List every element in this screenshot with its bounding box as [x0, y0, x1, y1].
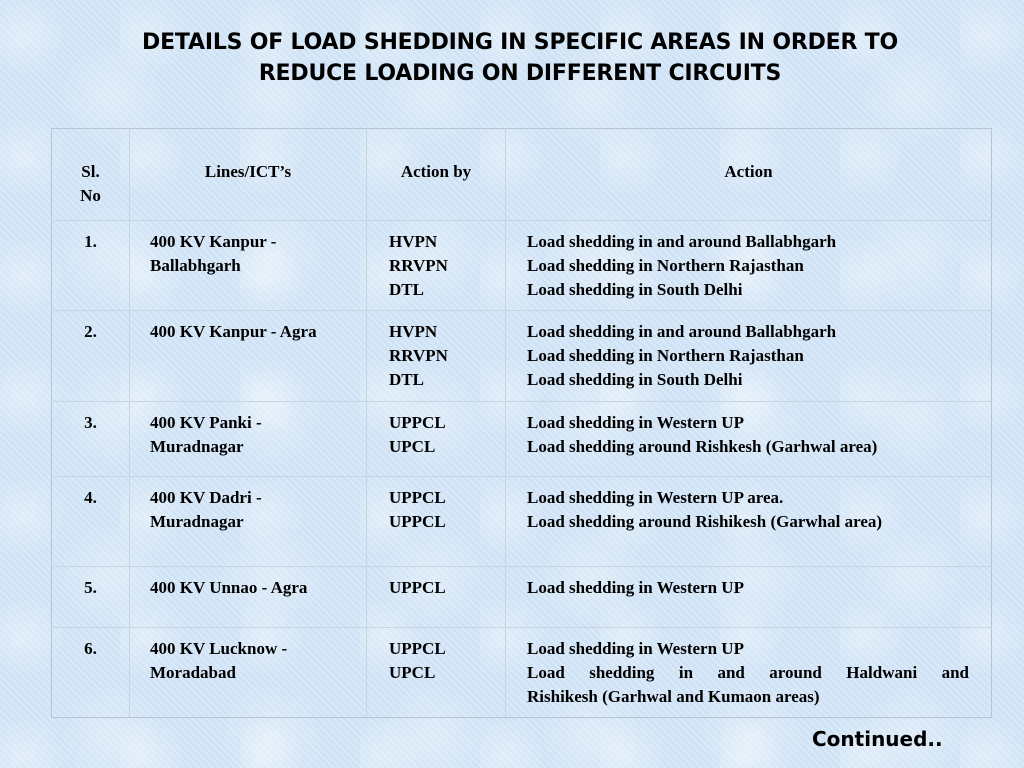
page-title	[60, 27, 980, 89]
row-action	[506, 477, 992, 567]
row-line-text: 400 KV Panki -	[150, 413, 262, 432]
row-action-by-text: UPPCL	[389, 578, 446, 597]
load-shedding-table	[51, 128, 992, 718]
row-line	[130, 311, 367, 402]
row-action-by	[367, 477, 506, 567]
row-action-by-text: RRVPN	[389, 346, 448, 365]
row-action-by-text: UPPCL	[389, 512, 446, 531]
row-action-by-text: UPPCL	[389, 413, 446, 432]
header-sl-no	[52, 129, 130, 221]
row-action-text: Load shedding in and around Ballabhgarh	[527, 322, 837, 341]
row-sl-no: 4.	[52, 477, 130, 567]
row-line-text: Moradabad	[150, 663, 236, 682]
table-row	[52, 628, 992, 718]
row-action	[506, 311, 992, 402]
row-action-by-text: RRVPN	[389, 256, 448, 275]
page-title-line-2: REDUCE LOADING ON DIFFERENT CIRCUITS	[258, 61, 782, 86]
row-line-text: 400 KV Kanpur - Agra	[150, 322, 317, 341]
header-sl-no-line-2: No	[80, 186, 101, 205]
table-row	[52, 477, 992, 567]
row-action-by-text: UPCL	[389, 437, 436, 456]
row-action-text: Load shedding in and around Ballabhgarh	[527, 232, 837, 251]
row-line	[130, 402, 367, 477]
row-action-text: Load shedding around Rishikesh (Garwhal area)	[527, 512, 883, 531]
table-header-row	[52, 129, 992, 221]
row-action-by	[367, 402, 506, 477]
row-action-by	[367, 567, 506, 628]
row-action-by-text: HVPN	[389, 322, 438, 341]
row-action-text: Load shedding in South Delhi	[527, 370, 743, 389]
header-action: Action	[506, 129, 992, 221]
row-line-text: 400 KV Unnao - Agra	[150, 578, 308, 597]
row-action-by-text: HVPN	[389, 232, 438, 251]
row-action-text: Load shedding in Western UP	[527, 639, 744, 658]
row-line-text: 400 KV Dadri -	[150, 488, 262, 507]
header-action-by: Action by	[367, 129, 506, 221]
row-action-by-text: DTL	[389, 280, 424, 299]
row-action-text: Load shedding in Western UP	[527, 413, 744, 432]
row-action-by	[367, 311, 506, 402]
row-action-text: Load shedding in South Delhi	[527, 280, 743, 299]
table-row	[52, 402, 992, 477]
table-row	[52, 311, 992, 402]
header-sl-no-line-1: Sl.	[81, 162, 100, 181]
row-action-by-text: UPPCL	[389, 639, 446, 658]
row-action	[506, 628, 992, 718]
row-action-text: Load shedding in Northern Rajasthan	[527, 346, 804, 365]
row-action-by	[367, 628, 506, 718]
row-action-text: Load shedding in Western UP area.	[527, 488, 784, 507]
row-sl-no: 1.	[52, 221, 130, 311]
row-action	[506, 567, 992, 628]
row-action-by-text: UPCL	[389, 663, 436, 682]
row-line-text: Ballabhgarh	[150, 256, 241, 275]
row-line-text: Muradnagar	[150, 512, 244, 531]
row-action-text: Load shedding in and around Haldwani and	[527, 663, 969, 682]
row-sl-no: 6.	[52, 628, 130, 718]
row-action-by-text: UPPCL	[389, 488, 446, 507]
row-sl-no: 5.	[52, 567, 130, 628]
header-lines: Lines/ICT’s	[130, 129, 367, 221]
row-sl-no: 3.	[52, 402, 130, 477]
row-sl-no: 2.	[52, 311, 130, 402]
row-line-text: Muradnagar	[150, 437, 244, 456]
row-action	[506, 402, 992, 477]
row-action-text: Load shedding in Northern Rajasthan	[527, 256, 804, 275]
table-row	[52, 567, 992, 628]
row-action-by-text: DTL	[389, 370, 424, 389]
page-title-line-1: DETAILS OF LOAD SHEDDING IN SPECIFIC AREAS IN ORDER TO	[142, 30, 898, 55]
row-line-text: 400 KV Kanpur -	[150, 232, 277, 251]
row-line-text: 400 KV Lucknow -	[150, 639, 288, 658]
table-row	[52, 221, 992, 311]
row-action-text: Load shedding around Rishkesh (Garhwal area)	[527, 437, 878, 456]
row-line	[130, 477, 367, 567]
row-action-text: Load shedding in Western UP	[527, 578, 744, 597]
continued-label: Continued..	[812, 727, 943, 751]
row-action-text: Rishikesh (Garhwal and Kumaon areas)	[527, 687, 820, 706]
row-line	[130, 567, 367, 628]
row-line	[130, 628, 367, 718]
row-line	[130, 221, 367, 311]
row-action	[506, 221, 992, 311]
row-action-by	[367, 221, 506, 311]
